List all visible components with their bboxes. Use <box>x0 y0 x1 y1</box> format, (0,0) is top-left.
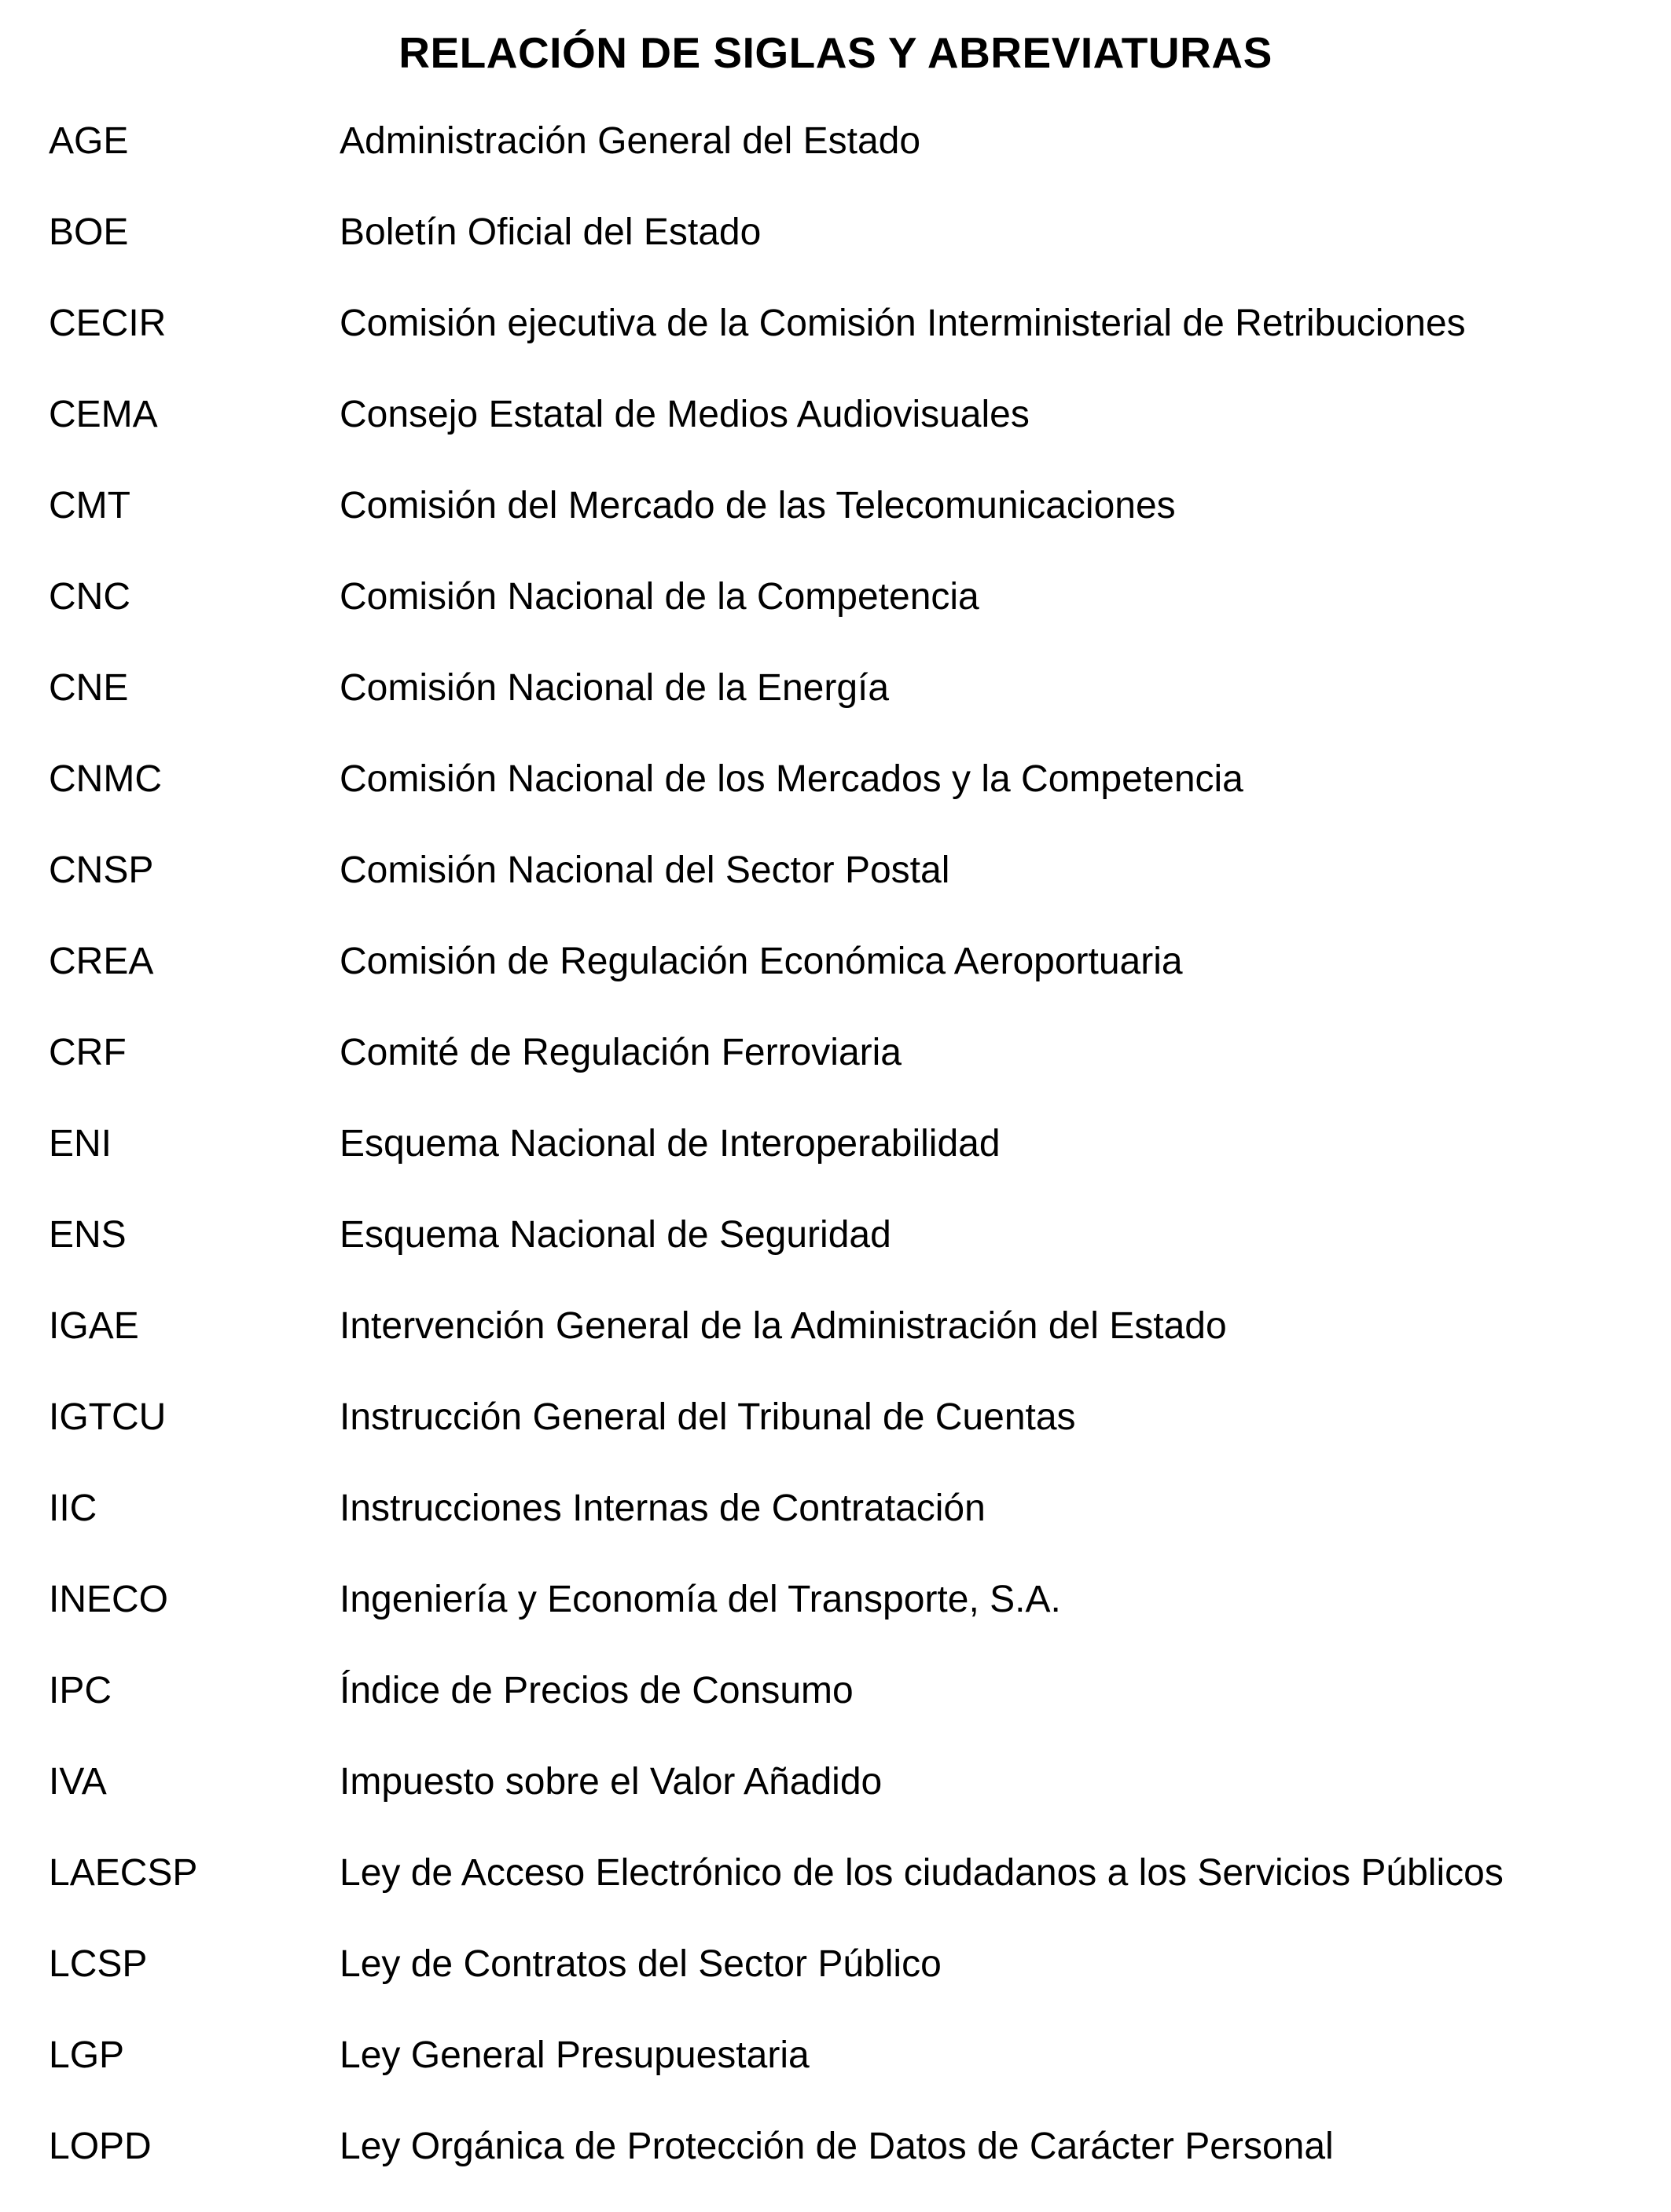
list-item <box>49 298 1636 389</box>
abbreviation: CNMC <box>49 758 162 800</box>
abbreviation-meaning: Índice de Precios de Consumo <box>340 1670 854 1711</box>
abbreviation-meaning: Comisión Nacional de la Competencia <box>340 576 979 618</box>
abbreviation: IGAE <box>49 1305 139 1347</box>
list-item <box>49 1939 1636 2030</box>
list-item <box>49 1392 1636 1483</box>
abbreviation: CRF <box>49 1032 127 1073</box>
abbreviation-meaning: Comité de Regulación Ferroviaria <box>340 1032 902 1073</box>
abbreviation: IGTCU <box>49 1396 167 1438</box>
abbreviation-meaning: Ley General Presupuestaria <box>340 2034 810 2076</box>
abbreviation-meaning: Impuesto sobre el Valor Añadido <box>340 1761 883 1803</box>
list-item <box>49 936 1636 1027</box>
abbreviation-meaning: Esquema Nacional de Interoperabilidad <box>340 1123 1001 1165</box>
abbreviation: CNE <box>49 667 129 709</box>
abbreviation: IVA <box>49 1761 107 1803</box>
list-item <box>49 1574 1636 1665</box>
list-item <box>49 389 1636 480</box>
list-item <box>49 754 1636 845</box>
abbreviation-meaning: Administración General del Estado <box>340 120 921 162</box>
abbreviation-meaning: Ley Orgánica de Protección de Datos de Carácter Personal <box>340 2126 1334 2167</box>
list-item <box>49 2121 1636 2212</box>
list-item <box>49 1300 1636 1392</box>
abbreviation: IPC <box>49 1670 112 1711</box>
list-item <box>49 480 1636 571</box>
abbreviation-meaning: Ingeniería y Economía del Transporte, S.A. <box>340 1579 1061 1620</box>
abbreviation-meaning: Comisión Nacional del Sector Postal <box>340 849 950 891</box>
abbreviation: LOPD <box>49 2126 152 2167</box>
abbreviation: CNSP <box>49 849 154 891</box>
abbreviation-meaning: Comisión de Regulación Económica Aeroportuaria <box>340 941 1183 982</box>
abbreviation: CNC <box>49 576 130 618</box>
abbreviation-meaning: Intervención General de la Administración del Estado <box>340 1305 1227 1347</box>
list-item <box>49 116 1636 207</box>
list-item <box>49 571 1636 662</box>
list-item <box>49 2030 1636 2121</box>
abbreviation-meaning: Boletín Oficial del Estado <box>340 211 762 253</box>
abbreviation: BOE <box>49 211 129 253</box>
abbreviation: CECIR <box>49 303 167 344</box>
abbreviation: CMT <box>49 485 130 526</box>
page-title: RELACIÓN DE SIGLAS Y ABREVIATURAS <box>398 28 1273 77</box>
abbreviation-meaning: Ley de Contratos del Sector Público <box>340 1943 942 1985</box>
abbreviation-meaning: Esquema Nacional de Seguridad <box>340 1214 891 1256</box>
list-item <box>49 662 1636 754</box>
abbreviations-list <box>49 116 1636 2212</box>
abbreviation: CEMA <box>49 394 158 435</box>
list-item <box>49 1118 1636 1209</box>
list-item <box>49 207 1636 298</box>
abbreviation: LGP <box>49 2034 125 2076</box>
abbreviation: ENI <box>49 1123 112 1165</box>
list-item <box>49 1756 1636 1847</box>
list-item <box>49 845 1636 936</box>
abbreviation-meaning: Ley de Acceso Electrónico de los ciudadanos a los Servicios Públicos <box>340 1852 1504 1894</box>
abbreviation-meaning: Comisión Nacional de la Energía <box>340 667 890 709</box>
abbreviation: AGE <box>49 120 129 162</box>
abbreviation-meaning: Instrucción General del Tribunal de Cuentas <box>340 1396 1076 1438</box>
abbreviation: IIC <box>49 1488 97 1529</box>
abbreviation: INECO <box>49 1579 169 1620</box>
list-item <box>49 1847 1636 1939</box>
abbreviation-meaning: Consejo Estatal de Medios Audiovisuales <box>340 394 1030 435</box>
abbreviation-meaning: Comisión Nacional de los Mercados y la Competencia <box>340 758 1243 800</box>
abbreviation-meaning: Comisión ejecutiva de la Comisión Interministerial de Retribuciones <box>340 303 1466 344</box>
abbreviation: CREA <box>49 941 154 982</box>
abbreviation: LCSP <box>49 1943 148 1985</box>
abbreviation-meaning: Instrucciones Internas de Contratación <box>340 1488 986 1529</box>
list-item <box>49 1665 1636 1756</box>
list-item <box>49 1209 1636 1300</box>
abbreviation-meaning: Comisión del Mercado de las Telecomunicaciones <box>340 485 1176 526</box>
abbreviation: ENS <box>49 1214 127 1256</box>
abbreviation: LAECSP <box>49 1852 198 1894</box>
list-item <box>49 1483 1636 1574</box>
list-item <box>49 1027 1636 1118</box>
